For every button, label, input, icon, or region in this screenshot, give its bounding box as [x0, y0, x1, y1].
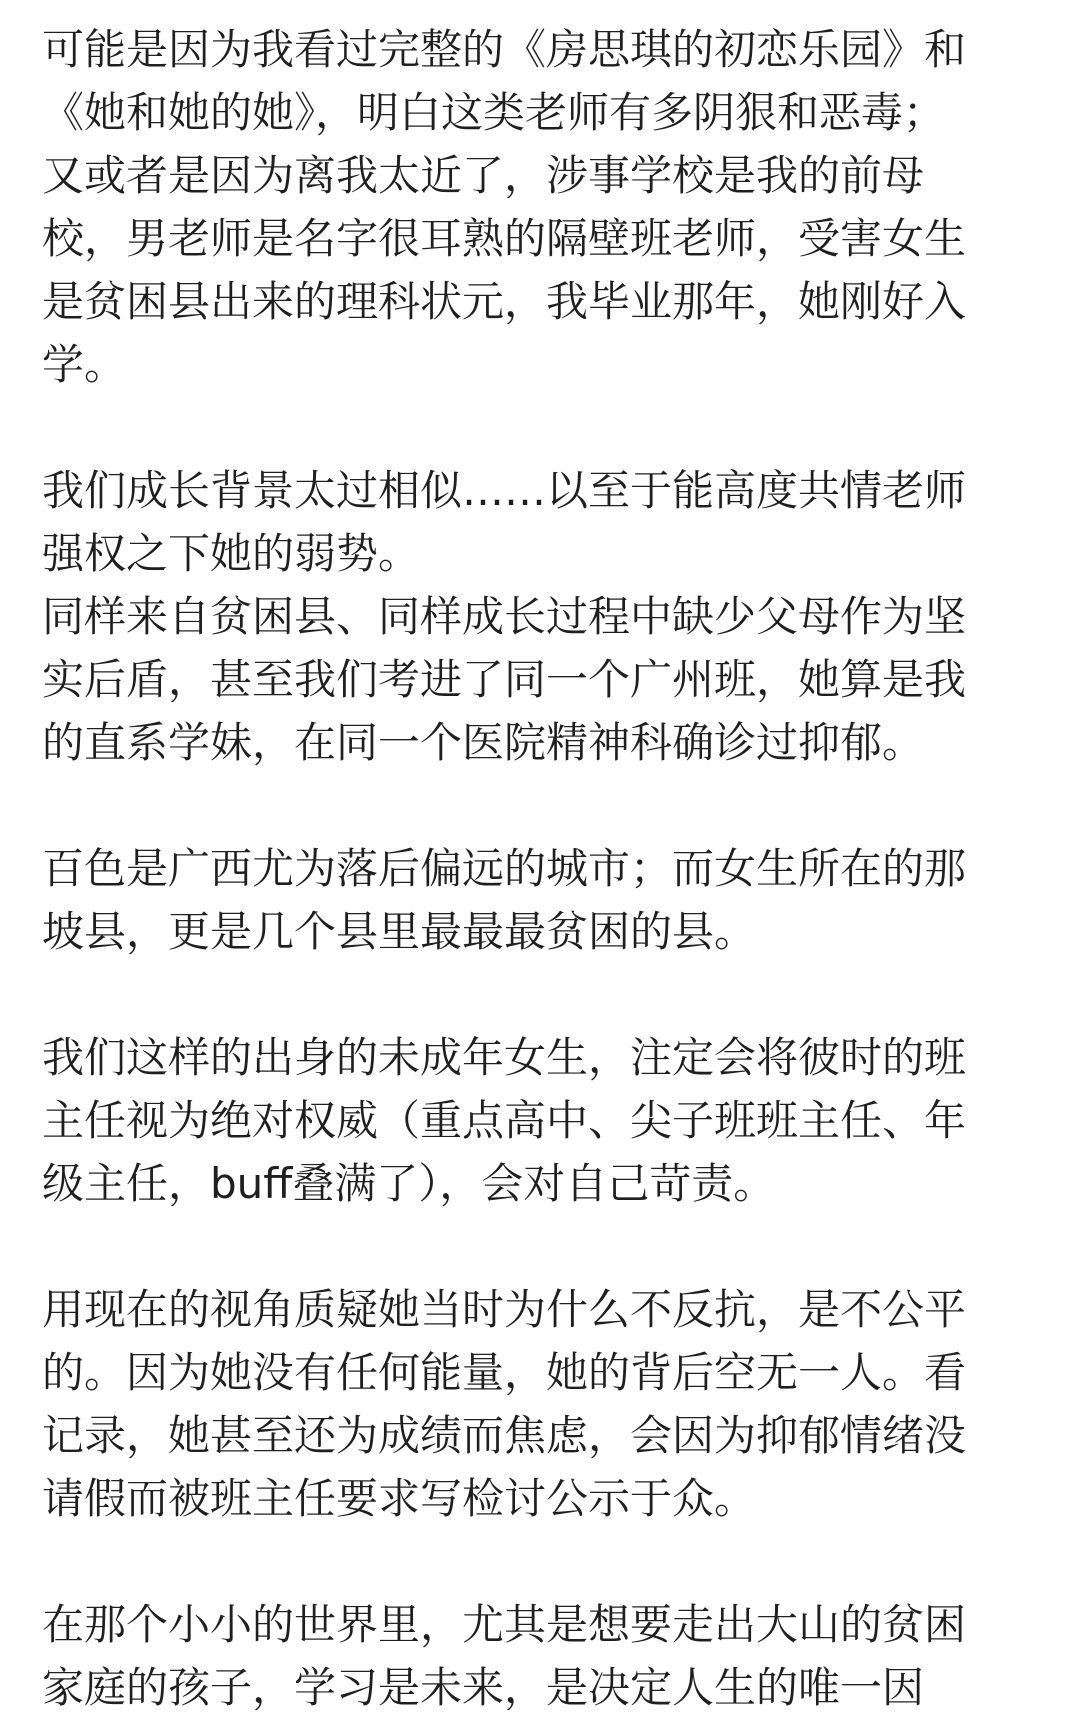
- text-line: 可能是因为我看过完整的《房思琪的初恋乐园》和: [42, 25, 967, 74]
- text-line: 的。因为她没有任何能量，她的背后空无一人。看: [42, 1348, 967, 1397]
- text-line: 实后盾，甚至我们考进了同一个广州班，她算是我: [42, 655, 967, 704]
- text-line: 的直系学妹，在同一个医院精神科确诊过抑郁。: [42, 718, 925, 767]
- text-line: 同样来自贫困县、同样成长过程中缺少父母作为坚: [42, 592, 967, 641]
- text-line: 级主任，buff叠满了），会对自己苛责。: [42, 1159, 776, 1208]
- text-line: 我们成长背景太过相似……以至于能高度共情老师: [42, 466, 967, 515]
- text-line: 百色是广西尤为落后偏远的城市；而女生所在的那: [42, 844, 967, 893]
- paragraph-2: [42, 459, 1052, 585]
- paragraph-3: [42, 585, 1052, 774]
- paragraph-1: [42, 18, 1052, 396]
- paragraph-6: [42, 1278, 1052, 1530]
- paragraph-4: [42, 837, 1052, 963]
- article-body: [42, 18, 1052, 1719]
- text-line: 《她和她的她》，明白这类老师有多阴狠和恶毒；: [42, 88, 946, 137]
- text-line: 在那个小小的世界里，尤其是想要走出大山的贫困: [42, 1600, 967, 1649]
- text-line: 又或者是因为离我太近了，涉事学校是我的前母: [42, 151, 925, 200]
- text-line: 我们这样的出身的未成年女生，注定会将彼时的班: [42, 1033, 967, 1082]
- paragraph-7: [42, 1593, 1052, 1719]
- text-line: 是贫困县出来的理科状元，我毕业那年，她刚好入: [42, 277, 967, 326]
- text-line: 主任视为绝对权威（重点高中、尖子班班主任、年: [42, 1096, 967, 1145]
- text-line: 强权之下她的弱势。: [42, 529, 421, 578]
- text-line: 学。: [42, 340, 127, 389]
- text-line: 家庭的孩子，学习是未来，是决定人生的唯一因: [42, 1663, 925, 1712]
- text-line: 坡县，更是几个县里最最最贫困的县。: [42, 907, 757, 956]
- text-line: 请假而被班主任要求写检讨公示于众。: [42, 1474, 757, 1523]
- text-line: 记录，她甚至还为成绩而焦虑，会因为抑郁情绪没: [42, 1411, 967, 1460]
- text-line: 校，男老师是名字很耳熟的隔壁班老师，受害女生: [42, 214, 967, 263]
- text-line: 用现在的视角质疑她当时为什么不反抗，是不公平: [42, 1285, 967, 1334]
- paragraph-5: [42, 1026, 1052, 1215]
